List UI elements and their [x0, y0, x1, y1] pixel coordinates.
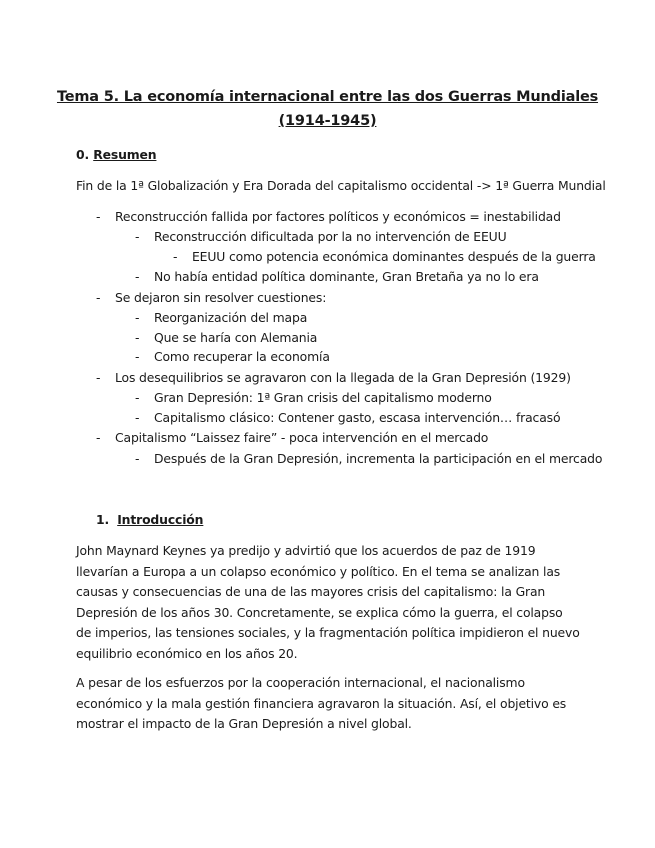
summary-intro: Fin de la 1ª Globalización y Era Dorada del capitalismo occidental -> 1ª Guerra Mundial — [76, 178, 606, 193]
intro-heading — [96, 512, 203, 527]
bullet-dash: - — [135, 390, 140, 405]
document-title-line2: (1914-1945) — [278, 113, 377, 129]
bullet-dash: - — [173, 249, 178, 264]
list-item: Capitalismo clásico: Contener gasto, escasa intervención… fracasó — [154, 410, 561, 425]
list-item: Después de la Gran Depresión, incrementa la participación en el mercado — [154, 451, 603, 466]
list-item: Gran Depresión: 1ª Gran crisis del capitalismo moderno — [154, 390, 492, 405]
summary-heading — [76, 147, 156, 162]
bullet-dash: - — [135, 349, 140, 364]
bullet-dash: - — [96, 290, 101, 305]
summary-heading-text: Resumen — [93, 147, 157, 162]
intro-paragraph-2: A pesar de los esfuerzos por la cooperación internacional, el nacionalismo económico y la mala gestión financiera agravaron la situación. Así, el objetivo es mostrar el impacto de la Gran Depresión a nivel global. — [76, 675, 567, 732]
bullet-dash: - — [135, 269, 140, 284]
list-item: Reorganización del mapa — [154, 310, 308, 325]
bullet-dash: - — [135, 410, 140, 425]
bullet-dash: - — [96, 209, 101, 224]
bullet-dash: - — [96, 370, 101, 385]
document-title-line1: Tema 5. La economía internacional entre las dos Guerras Mundiales — [56, 89, 599, 105]
list-item: Capitalismo “Laissez faire” - poca intervención en el mercado — [115, 430, 489, 445]
bullet-dash: - — [135, 229, 140, 244]
list-item: Reconstrucción fallida por factores políticos y económicos = inestabilidad — [115, 209, 561, 224]
list-item: Los desequilibrios se agravaron con la llegada de la Gran Depresión (1929) — [115, 370, 571, 385]
bullet-dash: - — [135, 310, 140, 325]
list-item: Que se haría con Alemania — [154, 330, 318, 345]
bullet-dash: - — [135, 451, 140, 466]
list-item: Reconstrucción dificultada por la no intervención de EEUU — [154, 229, 507, 244]
list-item: EEUU como potencia económica dominantes después de la guerra — [192, 249, 596, 264]
list-item: Como recuperar la economía — [154, 349, 330, 364]
list-item: No había entidad política dominante, Gran Bretaña ya no lo era — [154, 269, 539, 284]
intro-paragraph-1: John Maynard Keynes ya predijo y advirtió que los acuerdos de paz de 1919 llevarían a Europa a un colapso económico y político. En el tema se analizan las causas y consecuencias de una de las mayores crisis del capitalismo: la Gran Depresión de los años 30. Concretamente, se explica cómo la guerra, el colapso de imperios, las tensiones sociales, y la fragmentación política impidieron el nuevo equilibrio económico en los años 20. — [76, 543, 580, 661]
bullet-dash: - — [135, 330, 140, 345]
bullet-dash: - — [96, 430, 101, 445]
list-item: Se dejaron sin resolver cuestiones: — [115, 290, 327, 305]
intro-number: 1. — [96, 512, 110, 527]
summary-number: 0. — [76, 147, 90, 162]
intro-heading-text: Introducción — [117, 512, 204, 527]
